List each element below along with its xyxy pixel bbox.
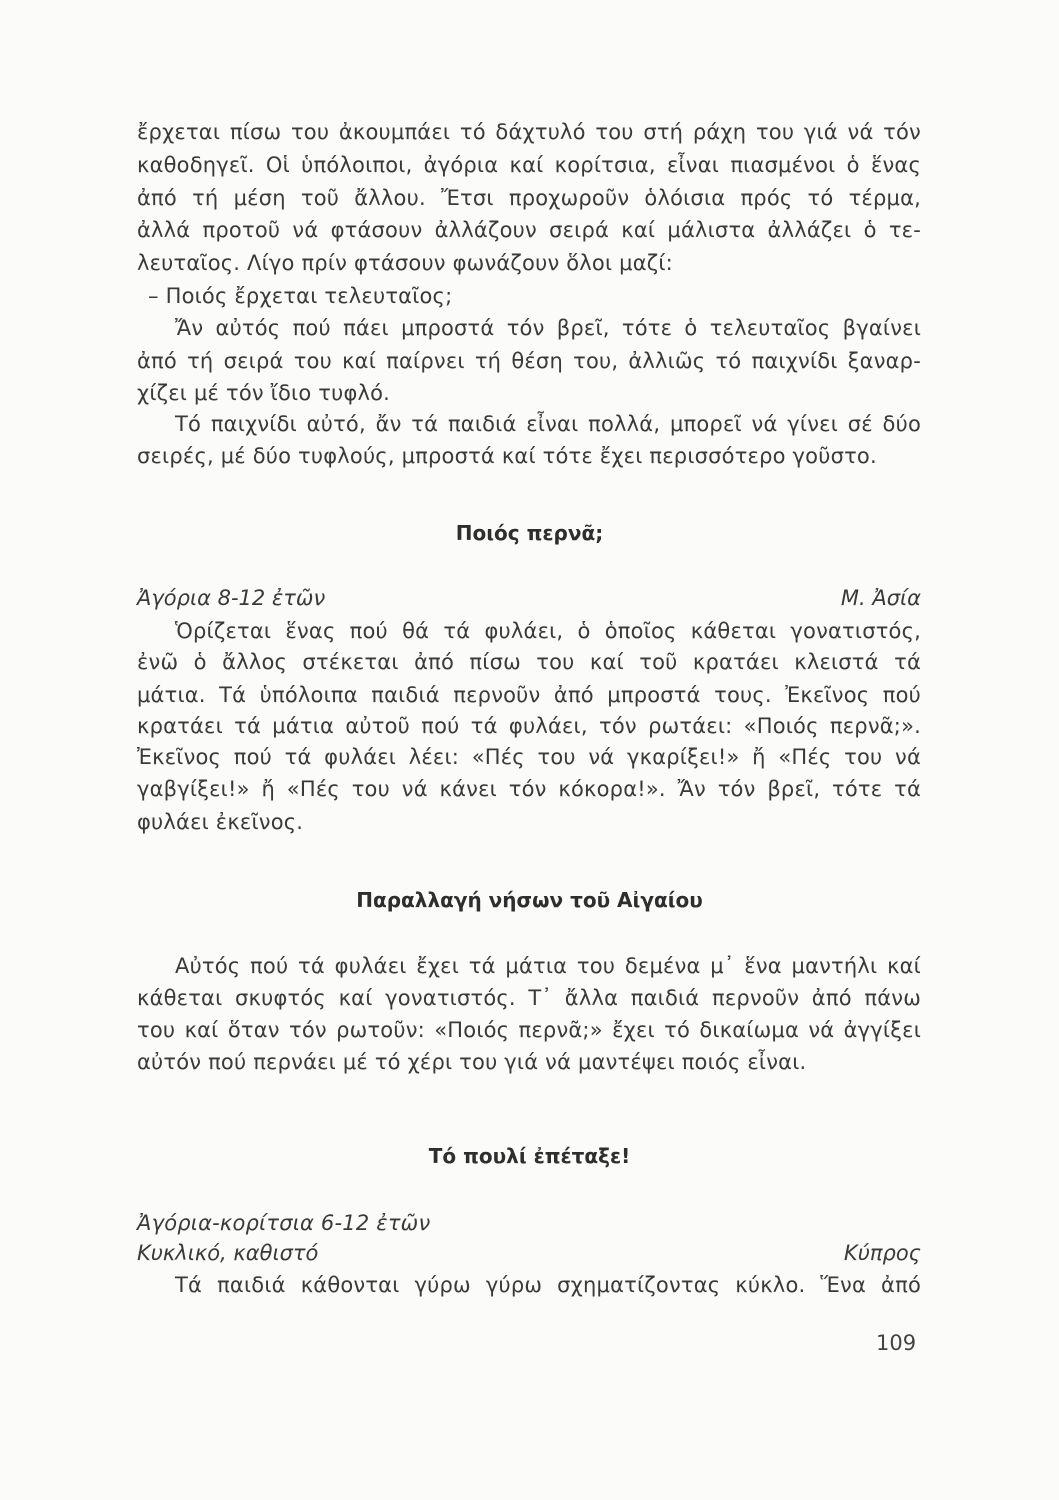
text-line: Τό παιχνίδι αὐτό, ἄν τά παιδιά εἶναι πολλά, μπορεῖ νά γίνει σέ δύο bbox=[175, 412, 921, 436]
text-line: ἀπό τή μέση τοῦ ἄλλου. Ἔτσι προχωροῦν ὁλόισια πρός τό τέρμα, bbox=[137, 186, 921, 210]
section-heading: Τό πουλί ἐπέταξε! bbox=[428, 1144, 631, 1168]
text-line: Τά παιδιά κάθονται γύρω γύρω σχηματίζοντας κύκλο. Ἕνα ἀπό bbox=[175, 1273, 921, 1297]
text-line: Ἄν αὐτός πού πάει μπροστά τόν βρεῖ, τότε ὁ τελευταῖος βγαίνει bbox=[175, 316, 921, 340]
game-meta-row bbox=[137, 1238, 921, 1268]
text-line: λευταῖος. Λίγο πρίν φτάσουν φωνάζουν ὅλοι μαζί: bbox=[137, 251, 673, 275]
age-group: Ἀγόρια-κορίτσια 6-12 ἐτῶν bbox=[137, 1211, 431, 1235]
text-line: κρατάει τά μάτια αὐτοῦ πού τά φυλάει, τόν ρωτάει: «Ποιός περνᾶ;». bbox=[137, 714, 921, 738]
text-line: ἔρχεται πίσω του ἀκουμπάει τό δάχτυλό του στή ράχη του γιά νά τόν bbox=[137, 120, 921, 144]
text-line: του καί ὅταν τόν ρωτοῦν: «Ποιός περνᾶ;» ἔχει τό δικαίωμα νά ἀγγίξει bbox=[137, 1018, 921, 1042]
text-line: Ἐκεῖνος πού τά φυλάει λέει: «Πές του νά γκαρίξει!» ἤ «Πές του νά bbox=[137, 745, 921, 769]
text-line: ἀλλά προτοῦ νά φτάσουν ἀλλάζουν σειρά καί μάλιστα ἀλλάζει ὁ τε- bbox=[137, 218, 921, 242]
text-line: χίζει μέ τόν ἴδιο τυφλό. bbox=[137, 381, 391, 405]
text-line: γαβγίξει!» ἤ «Πές του νά κάνει τόν κόκορα!». Ἄν τόν βρεῖ, τότε τά bbox=[137, 777, 921, 801]
game-meta-row bbox=[137, 583, 921, 613]
age-group: Ἀγόρια 8-12 ἐτῶν bbox=[137, 586, 326, 610]
text-line: αὐτόν πού περνάει μέ τό χέρι του γιά νά μαντέψει ποιός εἶναι. bbox=[137, 1050, 807, 1074]
text-line: φυλάει ἐκεῖνος. bbox=[137, 810, 304, 834]
dialogue-line: – Ποιός ἔρχεται τελευταῖος; bbox=[148, 284, 453, 308]
game-type: Κυκλικό, καθιστό bbox=[137, 1241, 319, 1265]
text-line: ἐνῶ ὁ ἄλλος στέκεται ἀπό πίσω του καί τοῦ κρατάει κλειστά τά bbox=[137, 650, 921, 674]
text-line: Αὐτός πού τά φυλάει ἔχει τά μάτια του δεμένα μ᾽ ἕνα μαντήλι καί bbox=[175, 954, 921, 978]
text-line: σειρές, μέ δύο τυφλούς, μπροστά καί τότε ἔχει περισσότερο γοῦστο. bbox=[137, 444, 877, 468]
text-line: Ὁρίζεται ἕνας πού θά τά φυλάει, ὁ ὁποῖος κάθεται γονατιστός, bbox=[175, 619, 921, 643]
region: Μ. Ἀσία bbox=[840, 586, 921, 610]
text-line: μάτια. Τά ὑπόλοιπα παιδιά περνοῦν ἀπό μπροστά τους. Ἐκεῖνος πού bbox=[137, 683, 921, 707]
text-line: κάθεται σκυφτός καί γονατιστός. Τ᾽ ἄλλα παιδιά περνοῦν ἀπό πάνω bbox=[137, 986, 921, 1010]
text-line: ἀπό τή σειρά του καί παίρνει τή θέση του, ἀλλιῶς τό παιχνίδι ξαναρ- bbox=[137, 349, 921, 373]
page-number: 109 bbox=[876, 1331, 917, 1355]
section-heading: Ποιός περνᾶ; bbox=[455, 521, 604, 545]
region: Κύπρος bbox=[843, 1241, 921, 1265]
section-heading: Παραλλαγή νήσων τοῦ Αἰγαίου bbox=[356, 888, 703, 912]
text-line: καθοδηγεῖ. Οἱ ὑπόλοιποι, ἀγόρια καί κορίτσια, εἶναι πιασμένοι ὁ ἕνας bbox=[137, 153, 921, 177]
